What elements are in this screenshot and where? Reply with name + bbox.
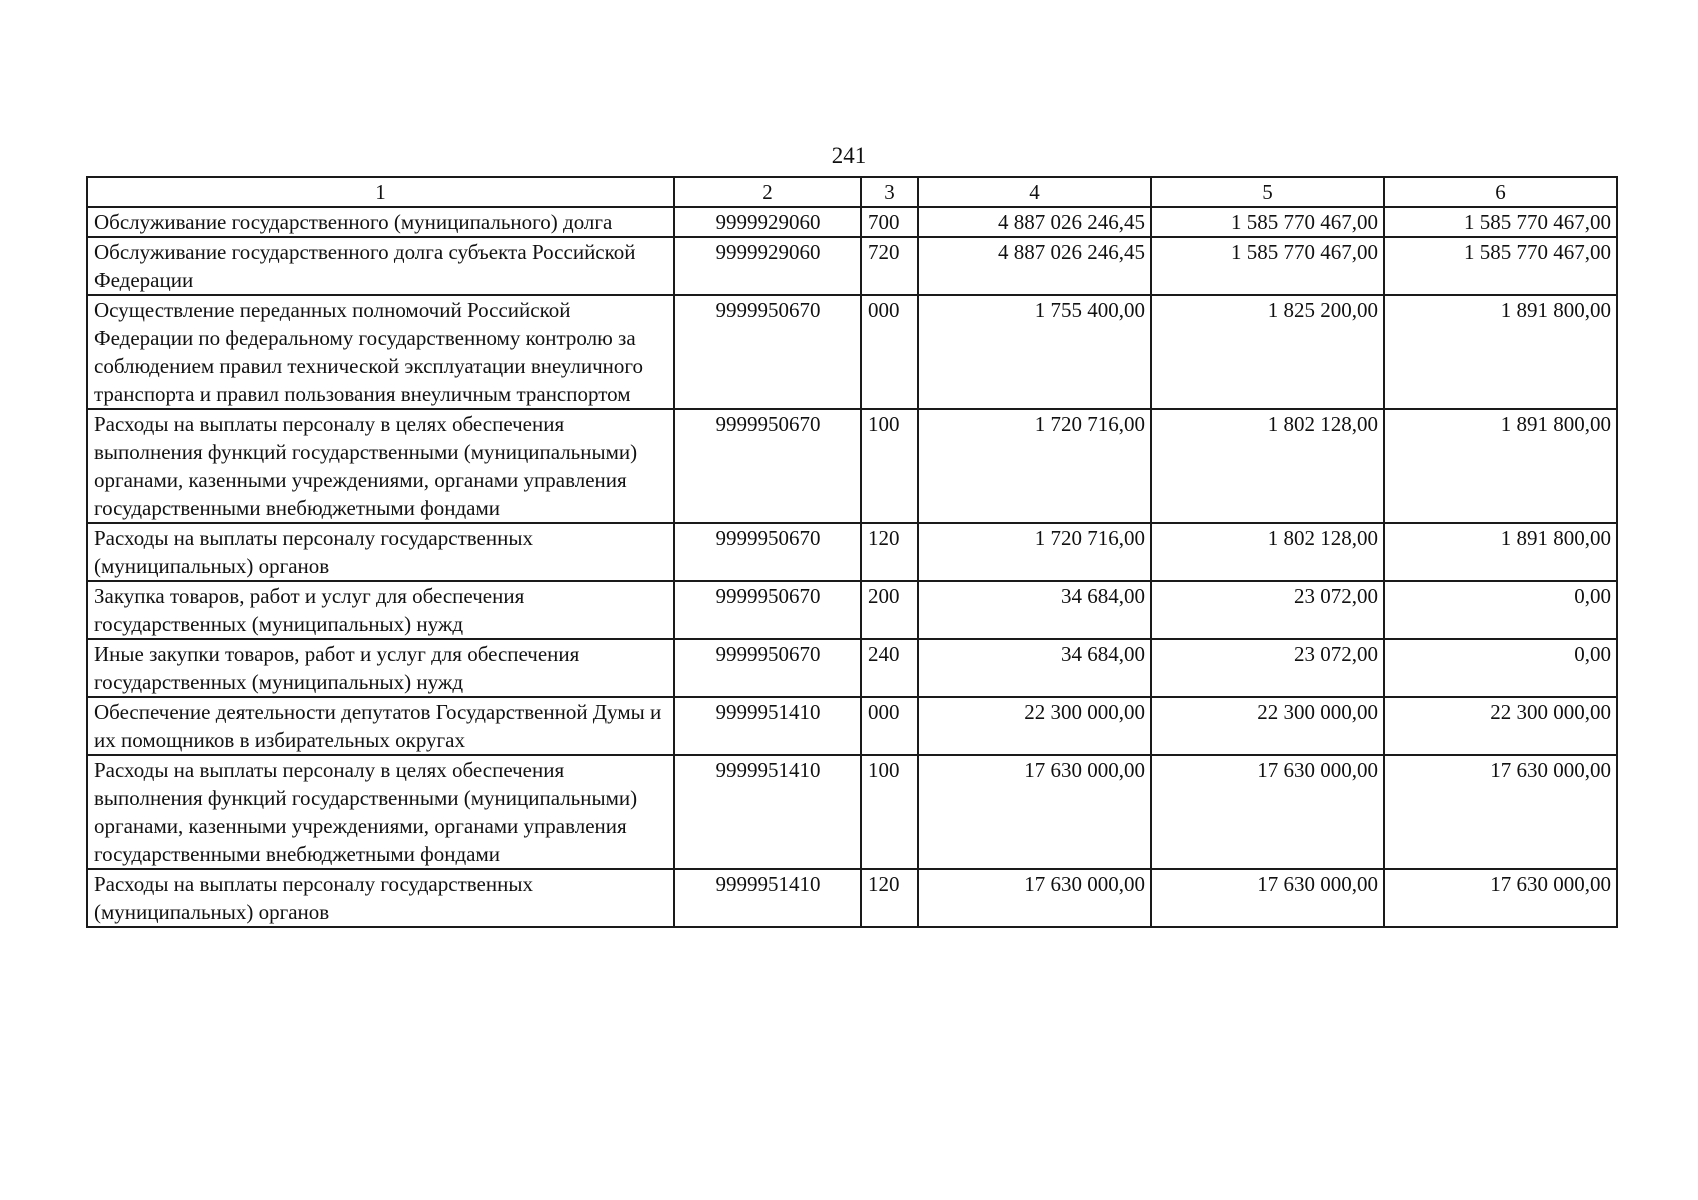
expense-type-code: 200 (861, 581, 918, 639)
table-row (87, 237, 1617, 295)
column-header-4: 4 (918, 177, 1151, 207)
target-article-code: 9999950670 (674, 523, 861, 581)
amount-col-4: 17 630 000,00 (918, 755, 1151, 869)
row-name: Расходы на выплаты персоналу в целях обеспечения выполнения функций государственными (муниципальными) органами, казенными учреждениями, органами управления государственными внебюджетными фондами (87, 409, 674, 523)
amount-col-6: 1 891 800,00 (1384, 409, 1617, 523)
amount-col-5: 1 802 128,00 (1151, 523, 1384, 581)
column-header-6: 6 (1384, 177, 1617, 207)
amount-col-5: 1 585 770 467,00 (1151, 237, 1384, 295)
column-header-1: 1 (87, 177, 674, 207)
row-name: Расходы на выплаты персоналу государственных (муниципальных) органов (87, 523, 674, 581)
amount-col-6: 22 300 000,00 (1384, 697, 1617, 755)
amount-col-5: 1 825 200,00 (1151, 295, 1384, 409)
expense-type-code: 700 (861, 207, 918, 237)
target-article-code: 9999950670 (674, 409, 861, 523)
row-name: Расходы на выплаты персоналу в целях обеспечения выполнения функций государственными (муниципальными) органами, казенными учреждениями, органами управления государственными внебюджетными фондами (87, 755, 674, 869)
row-name: Расходы на выплаты персоналу государственных (муниципальных) органов (87, 869, 674, 927)
column-number-row (87, 177, 1617, 207)
expense-type-code: 100 (861, 755, 918, 869)
amount-col-4: 1 720 716,00 (918, 523, 1151, 581)
page-number: 241 (831, 143, 867, 168)
table-row (87, 639, 1617, 697)
budget-table (86, 176, 1618, 928)
target-article-code: 9999950670 (674, 581, 861, 639)
amount-col-4: 4 887 026 246,45 (918, 237, 1151, 295)
expense-type-code: 120 (861, 869, 918, 927)
amount-col-4: 1 720 716,00 (918, 409, 1151, 523)
row-name: Закупка товаров, работ и услуг для обеспечения государственных (муниципальных) нужд (87, 581, 674, 639)
target-article-code: 9999929060 (674, 237, 861, 295)
expense-type-code: 100 (861, 409, 918, 523)
target-article-code: 9999950670 (674, 295, 861, 409)
target-article-code: 9999929060 (674, 207, 861, 237)
amount-col-5: 17 630 000,00 (1151, 755, 1384, 869)
amount-col-4: 1 755 400,00 (918, 295, 1151, 409)
row-name: Иные закупки товаров, работ и услуг для обеспечения государственных (муниципальных) нужд (87, 639, 674, 697)
amount-col-5: 22 300 000,00 (1151, 697, 1384, 755)
column-header-5: 5 (1151, 177, 1384, 207)
amount-col-4: 22 300 000,00 (918, 697, 1151, 755)
target-article-code: 9999951410 (674, 697, 861, 755)
table-row (87, 295, 1617, 409)
row-name: Обслуживание государственного (муниципального) долга (87, 207, 674, 237)
amount-col-6: 1 891 800,00 (1384, 523, 1617, 581)
amount-col-5: 1 585 770 467,00 (1151, 207, 1384, 237)
expense-type-code: 120 (861, 523, 918, 581)
table-row (87, 697, 1617, 755)
target-article-code: 9999951410 (674, 869, 861, 927)
amount-col-4: 17 630 000,00 (918, 869, 1151, 927)
amount-col-4: 34 684,00 (918, 639, 1151, 697)
amount-col-6: 0,00 (1384, 581, 1617, 639)
amount-col-6: 1 891 800,00 (1384, 295, 1617, 409)
expense-type-code: 000 (861, 697, 918, 755)
amount-col-6: 0,00 (1384, 639, 1617, 697)
amount-col-6: 17 630 000,00 (1384, 869, 1617, 927)
table-row (87, 523, 1617, 581)
amount-col-4: 4 887 026 246,45 (918, 207, 1151, 237)
amount-col-6: 17 630 000,00 (1384, 755, 1617, 869)
table-row (87, 581, 1617, 639)
amount-col-5: 23 072,00 (1151, 581, 1384, 639)
expense-type-code: 720 (861, 237, 918, 295)
column-header-2: 2 (674, 177, 861, 207)
amount-col-6: 1 585 770 467,00 (1384, 207, 1617, 237)
amount-col-4: 34 684,00 (918, 581, 1151, 639)
expense-type-code: 000 (861, 295, 918, 409)
row-name: Осуществление переданных полномочий Российской Федерации по федеральному государственному контролю за соблюдением правил технической эксплуатации внеуличного транспорта и правил пользования внеуличным транспортом (87, 295, 674, 409)
target-article-code: 9999950670 (674, 639, 861, 697)
expense-type-code: 240 (861, 639, 918, 697)
column-header-3: 3 (861, 177, 918, 207)
target-article-code: 9999951410 (674, 755, 861, 869)
table-row (87, 755, 1617, 869)
amount-col-5: 17 630 000,00 (1151, 869, 1384, 927)
amount-col-5: 1 802 128,00 (1151, 409, 1384, 523)
amount-col-5: 23 072,00 (1151, 639, 1384, 697)
table-row (87, 207, 1617, 237)
row-name: Обслуживание государственного долга субъекта Российской Федерации (87, 237, 674, 295)
row-name: Обеспечение деятельности депутатов Государственной Думы и их помощников в избирательных округах (87, 697, 674, 755)
table-row (87, 409, 1617, 523)
amount-col-6: 1 585 770 467,00 (1384, 237, 1617, 295)
table-row (87, 869, 1617, 927)
